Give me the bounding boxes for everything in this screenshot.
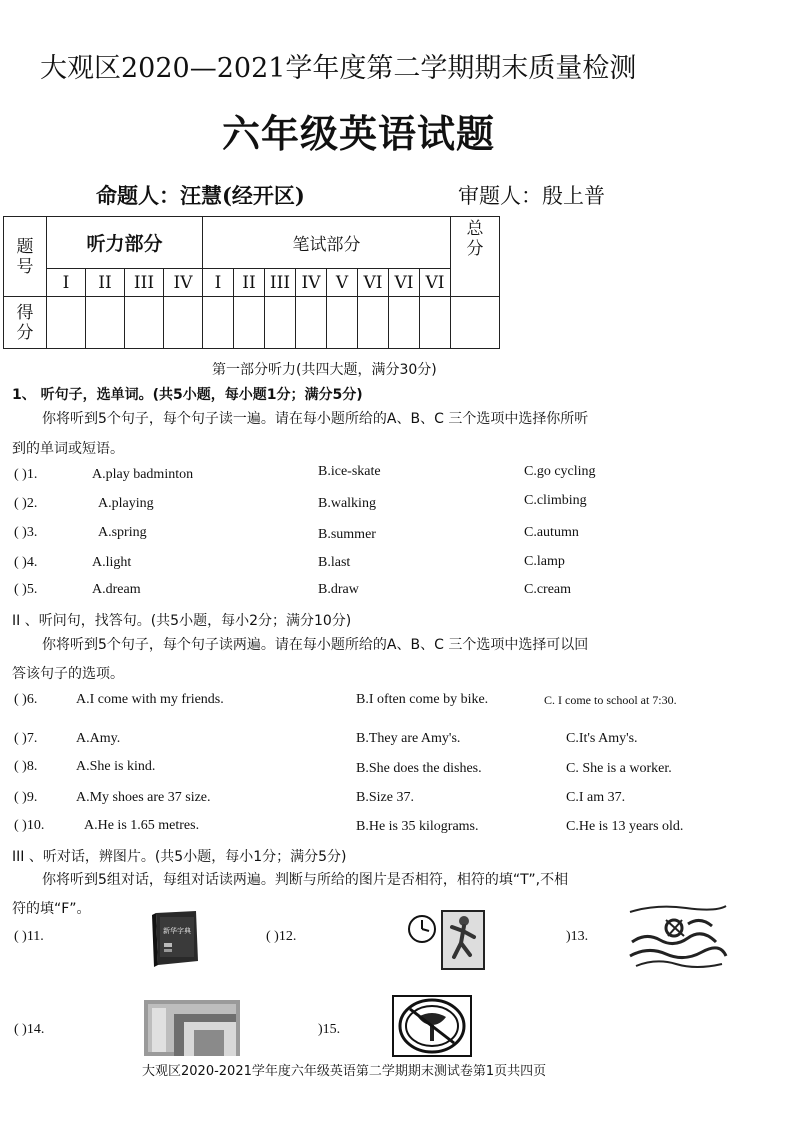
option-b: B.walking <box>318 496 376 511</box>
score-cell[interactable] <box>125 297 164 349</box>
listening-col: II <box>86 269 125 297</box>
score-cell[interactable] <box>86 297 125 349</box>
listening-col: IV <box>164 269 203 297</box>
answer-blank[interactable]: ( )5. <box>14 582 38 597</box>
section2-instruction-cont: 答该句子的选项。 <box>12 666 124 682</box>
score-cell[interactable] <box>389 297 420 349</box>
section3-title: III 、听对话，辨图片。(共5小题，每小1分；满分5分) <box>12 849 347 865</box>
option-b: B.He is 35 kilograms. <box>356 819 479 834</box>
option-a: A.play badminton <box>92 467 194 482</box>
option-a: A.My shoes are 37 size. <box>76 790 211 805</box>
score-cell[interactable] <box>296 297 327 349</box>
dictionary-book-image <box>150 909 202 967</box>
clock-running-boy-image <box>406 909 486 971</box>
option-b: B.Size 37. <box>356 790 414 805</box>
answer-blank[interactable]: ( )1. <box>14 467 38 482</box>
exam-title: 六年级英语试题 <box>222 112 496 156</box>
option-c: C.I am 37. <box>566 790 626 805</box>
score-cell[interactable] <box>203 297 234 349</box>
page-footer: 大观区2020-2021学年度六年级英语第二学期期末测试卷第1页共四页 <box>142 1064 547 1079</box>
answer-blank[interactable]: ( )8. <box>14 759 38 774</box>
option-a: A.She is kind. <box>76 759 156 774</box>
option-c: C.He is 13 years old. <box>566 819 684 834</box>
option-c: C.cream <box>524 582 572 597</box>
swimming-image <box>626 902 730 972</box>
part1-heading: 第一部分听力(共四大题，满分30分) <box>212 362 437 378</box>
book-title-text: 新华字典 <box>163 927 191 935</box>
option-c: C.autumn <box>524 525 579 540</box>
section1-instruction-cont: 到的单词或短语。 <box>12 441 124 457</box>
score-cell[interactable] <box>420 297 451 349</box>
answer-blank[interactable]: )15. <box>318 1022 341 1037</box>
option-b: B.summer <box>318 527 376 542</box>
option-a: A.I come with my friends. <box>76 692 224 707</box>
answer-blank[interactable]: ( )10. <box>14 818 45 833</box>
listening-part-header: 听力部分 <box>47 217 203 269</box>
option-b: B.draw <box>318 582 359 597</box>
writing-col: VI <box>389 269 420 297</box>
hallway-image <box>144 1000 240 1056</box>
listening-col: III <box>125 269 164 297</box>
option-a: A.spring <box>98 525 147 540</box>
answer-blank[interactable]: ( )2. <box>14 496 38 511</box>
section1-instruction: 你将听到5个句子，每个句子读一遍。请在每小题所给的A、B、C 三个选项中选择你所听 <box>42 411 589 427</box>
writing-col: III <box>265 269 296 297</box>
answer-blank[interactable]: ( )3. <box>14 525 38 540</box>
option-c: C.go cycling <box>524 464 596 479</box>
writing-part-header: 笔试部分 <box>203 217 451 269</box>
section3-instruction: 你将听到5组对话，每组对话读两遍。判断与所给的图片是否相符，相符的填“T”,不相 <box>42 872 569 888</box>
row-label-score: 得分 <box>4 297 47 349</box>
writing-col: VI <box>420 269 451 297</box>
total-score-header: 总分 <box>451 217 500 297</box>
answer-blank[interactable]: ( )11. <box>14 929 44 944</box>
writing-col: I <box>203 269 234 297</box>
no-littering-sign-image <box>392 995 472 1057</box>
option-c: C.It's Amy's. <box>566 731 638 746</box>
section3-instruction-cont: 符的填“F”。 <box>12 901 91 917</box>
option-a: A.dream <box>92 582 141 597</box>
writing-col: II <box>234 269 265 297</box>
writing-col: IV <box>296 269 327 297</box>
score-cell[interactable] <box>265 297 296 349</box>
option-b: B.They are Amy's. <box>356 731 461 746</box>
answer-blank[interactable]: ( )6. <box>14 692 38 707</box>
score-table <box>3 216 500 349</box>
writing-col: VI <box>358 269 389 297</box>
section2-title: II 、听问句，找答句。(共5小题，每小2分；满分10分) <box>12 613 352 629</box>
exam-header-line: 大观区2020—2021学年度第二学期期末质量检测 <box>40 53 637 84</box>
answer-blank[interactable]: ( )9. <box>14 790 38 805</box>
option-a: A.Amy. <box>76 731 121 746</box>
answer-blank[interactable]: ( )14. <box>14 1022 45 1037</box>
option-b: B.last <box>318 555 351 570</box>
row-label-question: 题号 <box>4 217 47 297</box>
listening-col: I <box>47 269 86 297</box>
score-cell[interactable] <box>358 297 389 349</box>
option-b: B.I often come by bike. <box>356 692 489 707</box>
writing-col: V <box>327 269 358 297</box>
option-c: C.climbing <box>524 493 587 508</box>
score-cell[interactable] <box>164 297 203 349</box>
answer-blank[interactable]: ( )12. <box>266 929 297 944</box>
option-b: B.ice-skate <box>318 464 381 479</box>
answer-blank[interactable]: )13. <box>566 929 589 944</box>
option-a: A.light <box>92 555 132 570</box>
answer-blank[interactable]: ( )4. <box>14 555 38 570</box>
option-c: C. I come to school at 7:30. <box>544 693 677 707</box>
score-cell[interactable] <box>47 297 86 349</box>
section2-instruction: 你将听到5个句子，每个句子读两遍。请在每小题所给的A、B、C 三个选项中选择可以回 <box>42 637 589 653</box>
option-c: C.lamp <box>524 554 565 569</box>
score-cell[interactable] <box>327 297 358 349</box>
option-c: C. She is a worker. <box>566 761 672 776</box>
reviewer-line: 审题人：殷上普 <box>458 184 605 208</box>
answer-blank[interactable]: ( )7. <box>14 731 38 746</box>
score-cell[interactable] <box>234 297 265 349</box>
author-line: 命题人：汪慧(经开区) <box>96 183 305 208</box>
section1-title: 1、 听句子，选单词。(共5小题，每小题1分；满分5分) <box>12 387 363 403</box>
option-a: A.He is 1.65 metres. <box>84 818 200 833</box>
option-b: B.She does the dishes. <box>356 761 482 776</box>
total-score-cell[interactable] <box>451 297 500 349</box>
option-a: A.playing <box>98 496 154 511</box>
